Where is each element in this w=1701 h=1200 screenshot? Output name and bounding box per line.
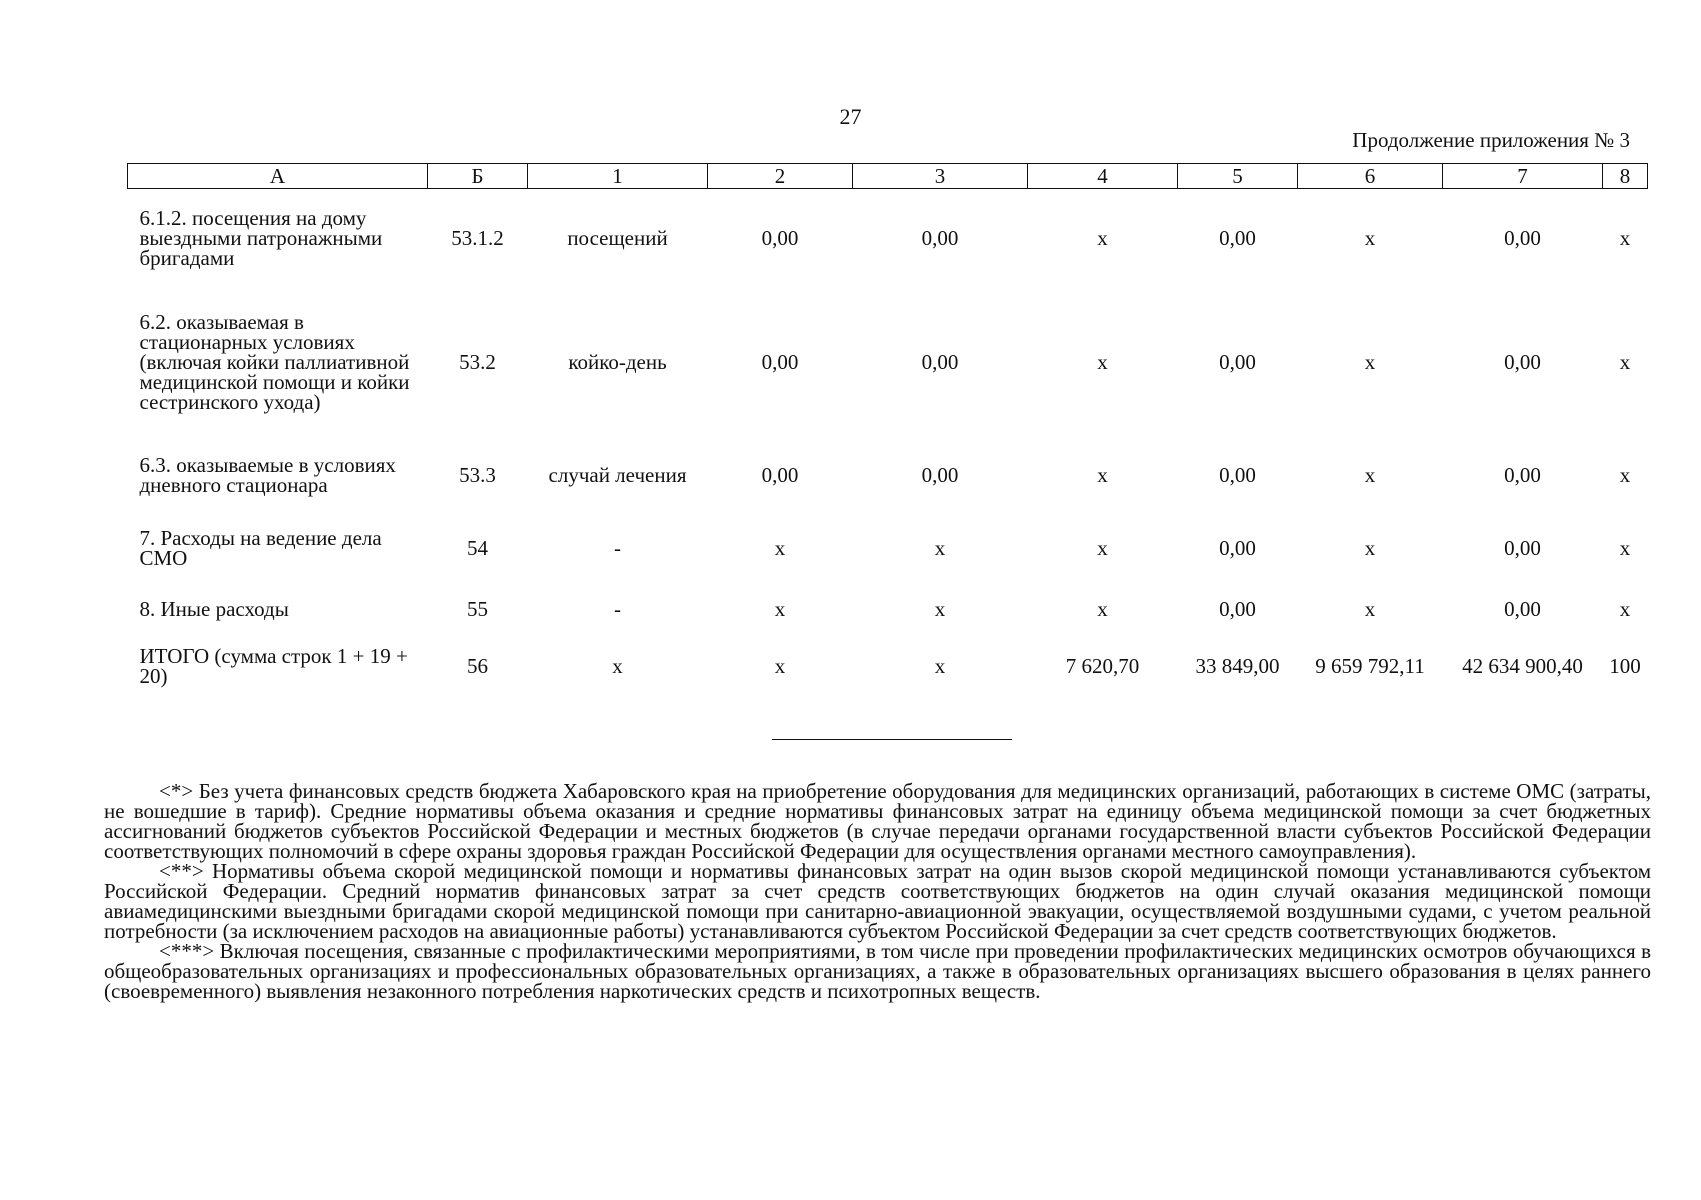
row-cell-6: х: [1364, 349, 1376, 374]
row-label: ИТОГО (сумма строк 1 + 19 + 20): [139, 643, 408, 688]
row-cell-4: х: [1097, 535, 1108, 560]
row-cell-5: 33 849,00: [1195, 653, 1280, 678]
row-unit: койко-день: [568, 349, 667, 374]
row-unit: -: [614, 535, 621, 560]
row-cell-8: х: [1619, 535, 1631, 560]
row-label: 6.1.2. посещения на дому выездными патронажными бригадами: [139, 205, 383, 270]
header-cell: 6: [1298, 164, 1443, 189]
row-cell-8: х: [1619, 225, 1631, 250]
row-cell-5: 0,00: [1219, 349, 1256, 374]
row-cell-8: х: [1619, 349, 1631, 374]
header-cell: Б: [428, 164, 528, 189]
page-number: 27: [839, 104, 862, 129]
footnote-3: <***> Включая посещения, связанные с профилактическими мероприятиями, в том числе при проведении профилактических медицинских осмотров обучающихся в общеобразовательных организациях и профессиональных образовательных организациях, а также в образовательных организациях высшего образования в целях раннего (своевременного) выявления незаконного потребления наркотических средств и психотропных веществ.: [104, 939, 1651, 1003]
row-cell-4: 7 620,70: [1065, 653, 1140, 678]
row-cell-7: 0,00: [1504, 225, 1541, 250]
row-unit: -: [614, 596, 621, 621]
row-cell-3: 0,00: [921, 225, 959, 250]
budget-table: [127, 163, 1648, 697]
row-cell-2: х: [774, 535, 786, 560]
row-cell-3: х: [934, 653, 946, 678]
row-cell-3: 0,00: [921, 462, 959, 487]
table-row: [128, 583, 1648, 635]
row-cell-8: 100: [1609, 653, 1641, 678]
row-cell-5: 0,00: [1219, 596, 1256, 621]
table-row: [128, 189, 1648, 287]
row-cell-4: х: [1097, 349, 1108, 374]
section-divider: [772, 739, 1012, 740]
row-label: 7. Расходы на ведение дела СМО: [139, 525, 382, 570]
row-cell-2: 0,00: [761, 349, 799, 374]
header-cell: А: [128, 164, 428, 189]
row-cell-7: 0,00: [1504, 462, 1541, 487]
row-cell-5: 0,00: [1219, 535, 1256, 560]
row-cell-4: х: [1097, 596, 1108, 621]
row-label: 8. Иные расходы: [139, 596, 289, 621]
row-cell-5: 0,00: [1219, 462, 1256, 487]
footnote-2: <**> Нормативы объема скорой медицинской помощи и нормативы финансовых затрат на один вызов скорой медицинской помощи устанавливаются субъектом Российской Федерации. Средний норматив финансовых затрат за счет средств соответствующих бюджетов на один случай оказания медицинской помощи авиамедицинскими выездными бригадами скорой медицинской помощи при санитарно-авиационной эвакуации, осуществляемой воздушными судами, с учетом реальной потребности (за исключением расходов на авиационные работы) устанавливаются субъектом Российской Федерации за счет средств соответствующих бюджетов.: [104, 859, 1651, 943]
row-label: 6.3. оказываемые в условиях дневного стационара: [139, 452, 396, 497]
row-code: 56: [467, 653, 488, 678]
row-cell-7: 0,00: [1504, 596, 1541, 621]
table-row: [128, 437, 1648, 513]
row-cell-8: х: [1619, 596, 1631, 621]
header-cell: 1: [528, 164, 708, 189]
row-cell-5: 0,00: [1219, 225, 1256, 250]
header-cell: 2: [708, 164, 853, 189]
row-code: 53.3: [459, 462, 496, 487]
footnotes: [104, 781, 1651, 1001]
header-cell: 3: [853, 164, 1028, 189]
row-cell-7: 42 634 900,40: [1462, 653, 1583, 678]
row-unit: случай лечения: [548, 462, 687, 487]
row-cell-3: 0,00: [921, 349, 959, 374]
row-cell-3: х: [934, 535, 946, 560]
appendix-continuation-note: Продолжение приложения № 3: [1352, 128, 1630, 152]
row-unit: х: [612, 653, 623, 678]
footnote-1: <*> Без учета финансовых средств бюджета Хабаровского края на приобретение оборудования для медицинских организаций, работающих в системе ОМС (затраты, не вошедшие в тариф). Средние нормативы объема оказания и средние нормативы финансовых затрат на единицу объема медицинской помощи за счет бюджетных ассигнований бюджетов субъектов Российской Федерации и местных бюджетов (в случае передачи органами государственной власти субъектов Российской Федерации соответствующих полномочий в сфере охраны здоровья граждан Российской Федерации для осуществления органами местного самоуправления).: [104, 779, 1651, 863]
row-cell-4: х: [1097, 225, 1108, 250]
header-cell: 5: [1178, 164, 1298, 189]
row-code: 53.2: [459, 349, 496, 374]
row-unit: посещений: [567, 225, 668, 250]
row-code: 55: [467, 596, 488, 621]
header-cell: 8: [1603, 164, 1648, 189]
row-cell-8: х: [1619, 462, 1631, 487]
row-cell-2: 0,00: [761, 462, 799, 487]
row-code: 53.1.2: [451, 225, 504, 250]
row-cell-2: 0,00: [761, 225, 799, 250]
header-cell: 4: [1028, 164, 1178, 189]
table-row-total: [128, 635, 1648, 697]
row-cell-7: 0,00: [1504, 349, 1541, 374]
row-cell-6: х: [1364, 596, 1376, 621]
row-cell-6: х: [1364, 462, 1376, 487]
row-cell-7: 0,00: [1504, 535, 1541, 560]
row-cell-2: х: [774, 653, 786, 678]
table-row: [128, 513, 1648, 583]
table-header-row: [128, 164, 1648, 189]
row-cell-2: х: [774, 596, 786, 621]
row-cell-6: х: [1364, 535, 1376, 560]
header-cell: 7: [1443, 164, 1603, 189]
row-cell-4: х: [1097, 462, 1108, 487]
row-cell-3: х: [934, 596, 946, 621]
row-label: 6.2. оказываемая в стационарных условиях (включая койки паллиативной медицинской помощи и койки сестринского ухода): [139, 309, 410, 414]
table-row: [128, 287, 1648, 437]
row-cell-6: х: [1364, 225, 1376, 250]
row-code: 54: [467, 535, 488, 560]
row-cell-6: 9 659 792,11: [1315, 653, 1425, 678]
